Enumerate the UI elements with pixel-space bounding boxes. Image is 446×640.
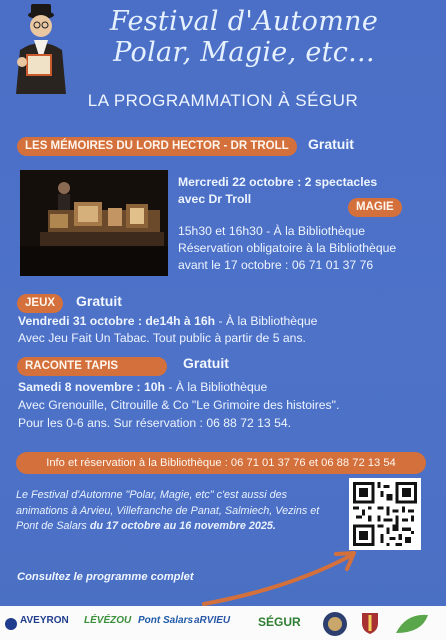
event2-tag: JEUX xyxy=(17,294,63,313)
event1-photo xyxy=(20,170,168,276)
event2-date: Vendredi 31 octobre : de14h à 16h - À la Bibliothèque xyxy=(18,314,318,328)
event1-time: 15h30 et 16h30 - À la Bibliothèque xyxy=(178,224,366,238)
event1-tag: LES MÉMOIRES DU LORD HECTOR - DR TROLL xyxy=(17,137,297,156)
curved-arrow-icon xyxy=(200,548,370,608)
logo-arvieu: aRVIEU xyxy=(194,615,231,626)
event3-tag: RACONTE TAPIS xyxy=(17,357,167,376)
round-emblem-icon xyxy=(322,611,348,637)
shield-crest-icon xyxy=(360,611,380,635)
logo-aveyron: AVEYRON xyxy=(20,615,69,626)
consult-program-link[interactable]: Consultez le programme complet xyxy=(17,571,194,583)
event1-date-line2: avec Dr Troll xyxy=(178,192,252,206)
festival-title xyxy=(104,6,384,68)
event1-category-tag: MAGIE xyxy=(348,198,402,217)
logo-levezou: LÉVÉZOU xyxy=(84,615,132,626)
event3-price: Gratuit xyxy=(183,355,229,371)
aveyron-logo-icon xyxy=(4,617,18,631)
event1-price: Gratuit xyxy=(308,136,354,152)
title-line-2: Polar, Magie, etc... xyxy=(113,37,375,68)
info-reservation-bar: Info et réservation à la Bibliothèque : 06 71 01 37 76 et 06 88 72 13 54 xyxy=(16,452,426,474)
event3-detail-line2: Pour les 0-6 ans. Sur réservation : 06 88 72 13 54. xyxy=(18,416,292,430)
title-line-1: Festival d'Automne xyxy=(109,6,379,37)
logo-pont-salars: Pont Salars xyxy=(138,615,194,626)
event1-reservation-line2: avant le 17 octobre : 06 71 01 37 76 xyxy=(178,258,374,272)
event1-date-line1: Mercredi 22 octobre : 2 spectacles xyxy=(178,175,378,189)
event2-price: Gratuit xyxy=(76,293,122,309)
event2-detail: Avec Jeu Fait Un Tabac. Tout public à partir de 5 ans. xyxy=(18,331,306,345)
qr-code[interactable] xyxy=(349,478,421,550)
logo-segur: SÉGUR xyxy=(258,615,301,629)
mascot-illustration xyxy=(6,2,76,94)
leaf-logo-icon xyxy=(392,611,432,637)
programmation-heading: LA PROGRAMMATION À SÉGUR xyxy=(87,91,359,110)
event3-date: Samedi 8 novembre : 10h - À la Bibliothèque xyxy=(18,380,268,394)
event1-reservation-line1: Réservation obligatoire à la Bibliothèque xyxy=(178,241,397,255)
festival-description: Le Festival d'Automne "Polar, Magie, etc" c'est aussi des animations à Arvieu, Villefranche de Panat, Salmiech, Vezins et Pont de Salars du 17 octobre au 16 novembre 2025. xyxy=(16,489,320,532)
partner-logos-bar xyxy=(0,606,446,640)
event3-detail-line1: Avec Grenouille, Citrouille & Co "Le Grimoire des histoires". xyxy=(18,398,340,412)
